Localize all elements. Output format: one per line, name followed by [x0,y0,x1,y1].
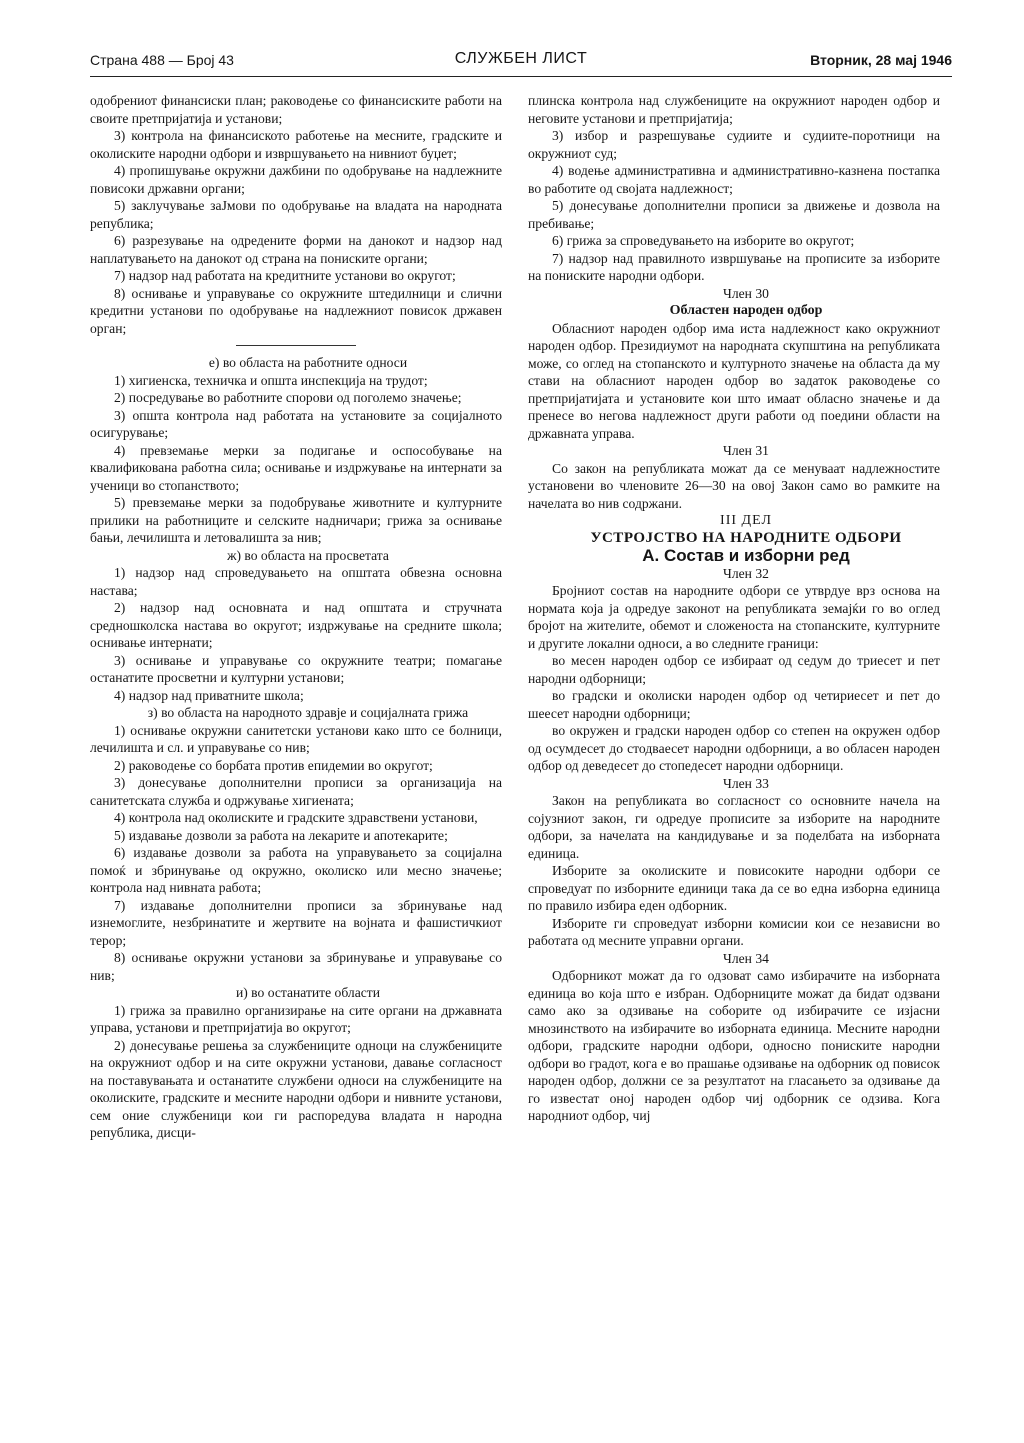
paragraph: одобрениот финансиски план; раководење со финансиските работи на своите претпријатија и установи; [90,93,502,126]
section-title: А. Состав и изборни ред [642,546,850,565]
right-column [528,92,940,1125]
left-column [90,92,502,1142]
paragraph: во месен народен одбор се избираат од седум до триесет и пет народни одборници; [528,653,940,686]
paragraph: 2) надзор над основната и над општата и стручната средношколска настава во округот; издржување на средните школа; оснивање интернати; [90,600,502,650]
paragraph: 3) оснивање и управување со окружните театри; помагање останатите просветни и културни установи; [90,652,502,685]
paragraph: 4) пропишување окружни дажбини по одобрување на надлежните повисоки државни органи; [90,163,502,196]
paragraph: Изборите за околиските и повисоките народни одбори се спроведуат по изборните единици така да се во една изборна единица по правило избира еден одборник. [528,863,940,913]
publication-title: СЛУЖБЕН ЛИСТ [454,50,588,67]
section-divider [236,345,356,346]
paragraph: 4) водење административна и административнo-казнена постапка во работите од својата надлежност; [528,163,940,196]
paragraph: 3) контрола на финансиското работење на месните, градските и околиските народни одбори и извршувањето на нивниот буџет; [90,128,502,161]
paragraph: 3) избор и разрешување судиите и судиите-поротници на окружниот суд; [528,128,940,161]
paragraph: Одборникот можат да го одзоват само избирачите на изборната единица во која што е избран. Одборниците можат да бидат одзвани само ако за одзивање на соборите од избирачите се изјасни мнозинството на избирачите во изборната единица. Месните народни одбори, градските народни одбори, односно пониските народни одбори во градот, кога е во прашање одзивање на одборник од повисок народен одбор, должни се за резултатот на гласањето за одзивање да го известат оној народен одбор чиј одборник се одзива. Кога народниот одбор, чиј [528,968,940,1123]
paragraph: 2) посредување во работните спорови од поголемо значење; [114,390,462,405]
paragraph: Со закон на републиката можат да се менуваат надлежностите установени во членовите 26—30 на овој Закон само во рамките на начелата во нив содржани. [528,460,940,511]
part-heading: III ДЕЛ [720,513,772,528]
paragraph: 4) превземање мерки за подигање и оспособување на квалификована работна сила; оснивање и издржување на интернати за ученици во стопанството; [90,442,502,493]
article-number: Член 30 [723,285,769,301]
paragraph: 5) донесување дополнителни прописи за движење и дозвола на пребивање; [528,198,940,231]
header-rule [90,76,952,77]
paragraph: 4) надзор над приватните школа; [114,687,304,703]
paragraph: 7) издавање дополнителни прописи за збринување над изнемоглите, незбринатите и жертвите на војната и фашистичкиот терор; [90,897,502,948]
paragraph: 6) разрезување на одредените форми на данокот и надзор над наплатувањето на данокот од страна на пониските органи; [90,233,502,266]
paragraph: Изборите ги спроведуат изборни комисии кои се независни во работата од месните управни органи. [528,915,940,948]
paragraph: 3) општа контрола над работата на установите за социјалното осигурување; [90,407,502,440]
paragraph: 6) издавање дозволи за работа на управувањето за социјална помоќ и збринување од окружно, околиско или месно значење; контрола над нивната работа; [90,845,502,895]
paragraph: 3) донесување дополнителни прописи за организација на санитетската служба и одржување хигиената; [90,775,502,808]
paragraph: Закон на републиката во согласност со основните начела на сојузниот закон, ги одредуе прописите за изборите на народните одбори, за начелата на кандидување и за поделбата на изборната единица. [528,793,940,861]
paragraph: во окружен и градски народен одбор со степен на окружен одбор од осумдесет до стодвaесет народни одборници, а во обласен народен одбор од деведесет до стопедесет народни одборници. [528,723,940,773]
paragraph: во градски и околиски народен одбор од четириесет и пет до шеесет народни одборници; [528,688,940,721]
article-number: Член 32 [723,565,769,581]
paragraph: 5) издавање дозволи за работа на лекарите и апотекарите; [114,827,448,843]
page-number: Страна 488 — Број 43 [90,52,234,68]
paragraph: 7) надзор над работата на кредитните установи во округот; [114,268,456,283]
paragraph: 7) надзор над правилното извршување на прописите за изборите на пониските народни одбори. [528,250,940,283]
article-number: Член 34 [723,950,769,966]
paragraph: 4) контрола над околиските и градските здравствени установи, [114,810,478,825]
subsection-heading: ж) во областа на просветата [227,547,389,563]
paragraph: 8) оснивање и управување со окружните штедилници и слични кредитни установи по одобрување на надлежниот повисок државен орган; [90,285,502,336]
paragraph: 5) заклучување заЈмови по одобрување на владата на народната република; [90,198,502,231]
subsection-heading: и) во останатите области [235,985,380,1000]
paragraph: 1) грижа за правилно организирање на сите органи на државната управа, установи и претпријатија во округот; [90,1002,502,1035]
paragraph: 5) превземање мерки за подобрување животните и културните прилики на работниците и селските надничари; грижа за оснивање бањи, лечилишта и летовалишта за нив; [90,495,502,545]
article-number: Член 33 [723,775,769,791]
paragraph: 2) раководење со борбата против епидемии во округот; [114,757,433,773]
paragraph: 2) донесување решења за службениците одноци на службениците на окружниот одбор и на сите окружни установи, давање согласност на поставувањата и останатите службени односи на службениците на околиските, градските и месните народни одбори и нивните установи, сем оние службеници кои ги распоредува владата н народна република, дисци- [90,1037,502,1140]
paragraph: плинска контрола над службениците на окружниот народен одбор и неговите установи и претпријатија; [528,93,940,126]
part-title: УСТРОЈСТВО НА НАРОДНИТЕ ОДБОРИ [590,529,902,546]
article-number: Член 31 [723,443,769,458]
subsection-heading: е) во областа на работните односи [208,355,408,370]
paragraph: 1) хигиенска, техничка и општа инспекција на трудот; [114,372,428,388]
page-header [90,50,952,74]
paragraph: 8) оснивање окружни установи за збринување и управување со нив; [90,950,502,983]
paragraph: 1) оснивање окружни санитетски установи како што се болници, лечилишта и сл. и управување со нив; [90,722,502,755]
paragraph: Бројниот состав на народните одбори се утврдуе врз основа на нормата која ја одредуе законот на републиката земајќи го во оглед бројот на жителите, обемот и сложеноста на стопанските, културните и другите локални односи, а во следните граници: [528,583,940,651]
issue-date: Вторник, 28 мај 1946 [810,52,952,68]
paragraph: 1) надзор над спроведувањето на општата обвезна основна настава; [90,565,502,598]
article-title: Областен народен одбор [669,303,823,318]
subsection-heading: з) во областа на народното здравје и социјалната грижа [147,705,469,720]
paragraph: 6) грижа за спроведувањето на изборите во округот; [552,233,855,248]
paragraph: Обласниот народен одбор има иста надлежност како окружниот народен одбор. Президиумот на народната скупштина на републиката може, со оглед на стопанското и културното значење на областа да му стави на обласниот народен одбор во задаток раководење со претпријатијата и установите кои што имаат обласно значење и да пренесе во негова надлежност други работи од поедини области на државната управа. [528,320,940,441]
